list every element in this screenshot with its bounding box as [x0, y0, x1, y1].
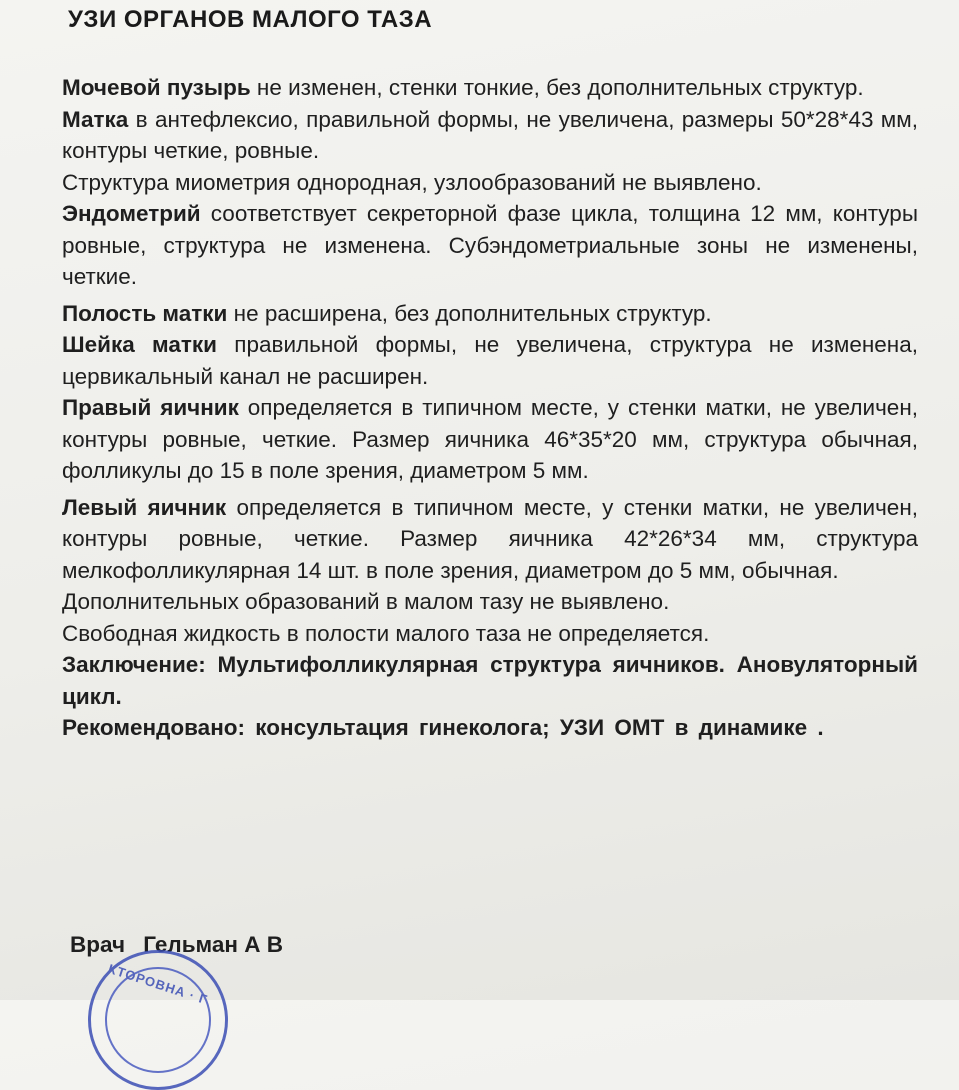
conclusion-paragraph: Заключение: Мультифолликулярная структура яичников. Ановуляторный цикл. — [62, 652, 918, 709]
endometrium-label: Эндометрий — [62, 201, 201, 226]
uterus-label: Матка — [62, 106, 129, 132]
endometrium-text: соответствует секреторной фазе цикла, толщина 12 мм, контуры ровные, структура не изменена. Субэндометриальные зоны не изменены, четкие. — [62, 201, 918, 289]
cavity-label: Полость матки — [62, 300, 228, 326]
report-title: УЗИ ОРГАНОВ МАЛОГО ТАЗА — [68, 6, 433, 33]
bladder-text: не изменен, стенки тонкие, без дополнительных структур. — [250, 75, 864, 100]
bladder-label: Мочевой пузырь — [62, 75, 251, 100]
uterus-text: в антефлексио, правильной формы, не увеличена, размеры 50*28*43 мм, контуры четкие, ровные. — [62, 106, 918, 163]
left-ovary-text: определяется в типичном месте, у стенки матки, не увеличен, контуры ровные, четкие. Размер яичника 42*26*34 мм, структура мелкофолликулярная 14 шт. в поле зрения, диаметром до 5 мм, обычная. — [62, 494, 919, 583]
report-body — [62, 72, 918, 744]
right-ovary-text: определяется в типичном месте, у стенки матки, не увеличен, контуры ровные, четкие. Размер яичника 46*35*20 мм, структура обычная, фолликулы до 15 в поле зрения, диаметром 5 мм. — [62, 395, 918, 483]
cervix-text: правильной формы, не увеличена, структура не изменена, цервикальный канал не расширен. — [62, 332, 918, 389]
free-fluid-paragraph: Свободная жидкость в полости малого таза не определяется. — [62, 620, 710, 646]
right-ovary-paragraph — [62, 392, 918, 487]
doctor-label: Врач — [70, 932, 126, 957]
right-ovary-label: Правый яичник — [62, 395, 239, 420]
stamp-text: КТОРОВНА · Г — [106, 961, 210, 1008]
cervix-label: Шейка матки — [62, 332, 217, 357]
cervix-paragraph — [62, 329, 918, 392]
doctor-stamp — [88, 950, 228, 1090]
doctor-name: Гельман А В — [143, 932, 283, 957]
myometrium-paragraph: Структура миометрия однородная, узлообразований не выявлено. — [62, 169, 762, 195]
cavity-paragraph — [62, 298, 918, 330]
additional-formations-paragraph: Дополнительных образований в малом тазу не выявлено. — [62, 589, 670, 614]
recommendation-paragraph: Рекомендовано: консультация гинеколога; УЗИ ОМТ в динамике . — [62, 715, 824, 740]
uterus-paragraph — [62, 104, 918, 167]
cavity-text: не расширена, без дополнительных структур. — [227, 300, 712, 326]
left-ovary-label: Левый яичник — [62, 494, 227, 520]
left-ovary-paragraph — [62, 492, 918, 587]
bladder-paragraph — [62, 72, 918, 104]
endometrium-paragraph — [62, 198, 918, 293]
